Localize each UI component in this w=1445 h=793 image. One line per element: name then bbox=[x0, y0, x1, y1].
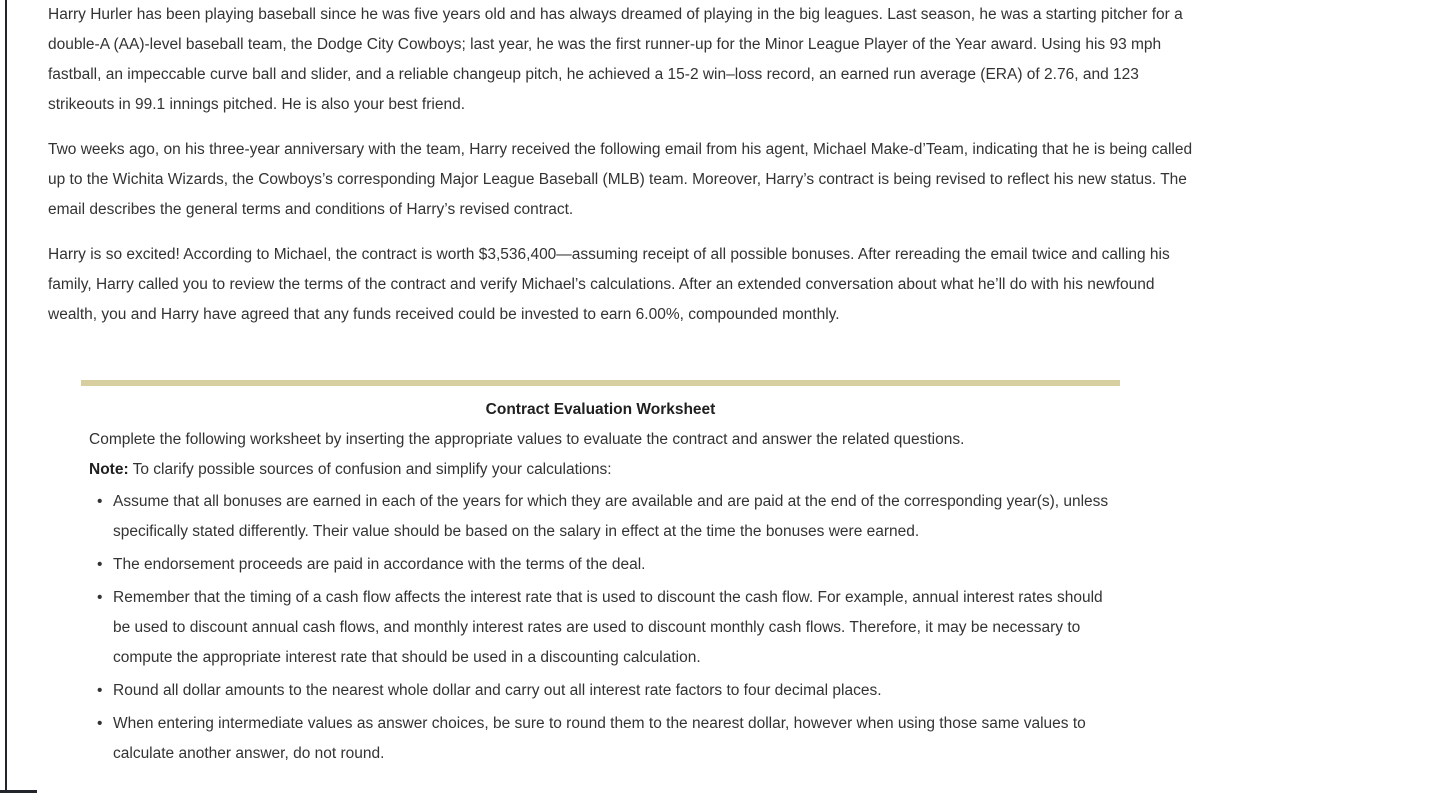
worksheet-accent-bar bbox=[81, 380, 1120, 386]
note-item-text: Round all dollar amounts to the nearest whole dollar and carry out all interest rate factors to four decimal places. bbox=[113, 682, 882, 699]
worksheet-instructions: Complete the following worksheet by inserting the appropriate values to evaluate the contract and answer the related questions. bbox=[89, 431, 965, 448]
note-item bbox=[89, 550, 1120, 580]
bullet-icon: • bbox=[97, 493, 103, 510]
worksheet-note-list bbox=[81, 487, 1120, 769]
note-item bbox=[89, 487, 1120, 547]
note-item bbox=[89, 676, 1120, 706]
note-item bbox=[89, 709, 1120, 769]
worksheet-note bbox=[81, 455, 1120, 485]
intro-paragraph-1: Harry Hurler has been playing baseball since he was five years old and has always dreamed of playing in the big leagues. Last season, he was a starting pitcher for a double-A (AA)-level baseball team, the Dodge City Cowboys; last year, he was the first runner-up for the Minor League Player of the Year award. Using his 93 mph fastball, an impeccable curve ball and slider, and a reliable changeup pitch, he achieved a 15-2 win–loss record, an earned run average (ERA) of 2.76, and 123 strikeouts in 99.1 innings pitched. He is also your best friend. bbox=[48, 6, 1183, 113]
intro-paragraph-3: Harry is so excited! According to Michael, the contract is worth $3,536,400—assuming receipt of all possible bonuses. After rereading the email twice and calling his family, Harry called you to review the terms of the contract and verify Michael’s calculations. After an extended conversation about what he’ll do with his newfound wealth, you and Harry have agreed that any funds received could be invested to earn 6.00%, compounded monthly. bbox=[48, 246, 1170, 323]
note-item-text: When entering intermediate values as answer choices, be sure to round them to the nearest dollar, however when using those same values to calculate another answer, do not round. bbox=[113, 715, 1086, 762]
note-item-text: Remember that the timing of a cash flow affects the interest rate that is used to discount the cash flow. For example, annual interest rates should be used to discount annual cash flows, and monthly interest rates are used to discount monthly cash flows. Therefore, it may be necessary to compute the appropriate interest rate that should be used in a discounting calculation. bbox=[113, 589, 1103, 666]
bullet-icon: • bbox=[97, 556, 103, 573]
problem-intro bbox=[48, 0, 1198, 345]
bullet-icon: • bbox=[97, 589, 103, 606]
note-item bbox=[89, 583, 1120, 673]
bullet-icon: • bbox=[97, 682, 103, 699]
content-left-border bbox=[5, 0, 7, 793]
note-label: Note: bbox=[89, 461, 129, 478]
note-item-text: Assume that all bonuses are earned in each of the years for which they are available and are paid at the end of the corresponding year(s), unless specifically stated differently. Their value should be based on the salary in effect at the time the bonuses were earned. bbox=[113, 493, 1109, 540]
note-text: To clarify possible sources of confusion and simplify your calculations: bbox=[132, 461, 612, 478]
bullet-icon: • bbox=[97, 715, 103, 732]
intro-paragraph-2: Two weeks ago, on his three-year anniversary with the team, Harry received the following email from his agent, Michael Make-d’Team, indicating that he is being called up to the Wichita Wizards, the Cowboys’s corresponding Major League Baseball (MLB) team. Moreover, Harry’s contract is being revised to reflect his new status. The email describes the general terms and conditions of Harry’s revised contract. bbox=[48, 141, 1193, 218]
note-item-text: The endorsement proceeds are paid in accordance with the terms of the deal. bbox=[113, 556, 646, 573]
worksheet-title: Contract Evaluation Worksheet bbox=[485, 401, 716, 418]
contract-evaluation-worksheet bbox=[81, 380, 1120, 772]
